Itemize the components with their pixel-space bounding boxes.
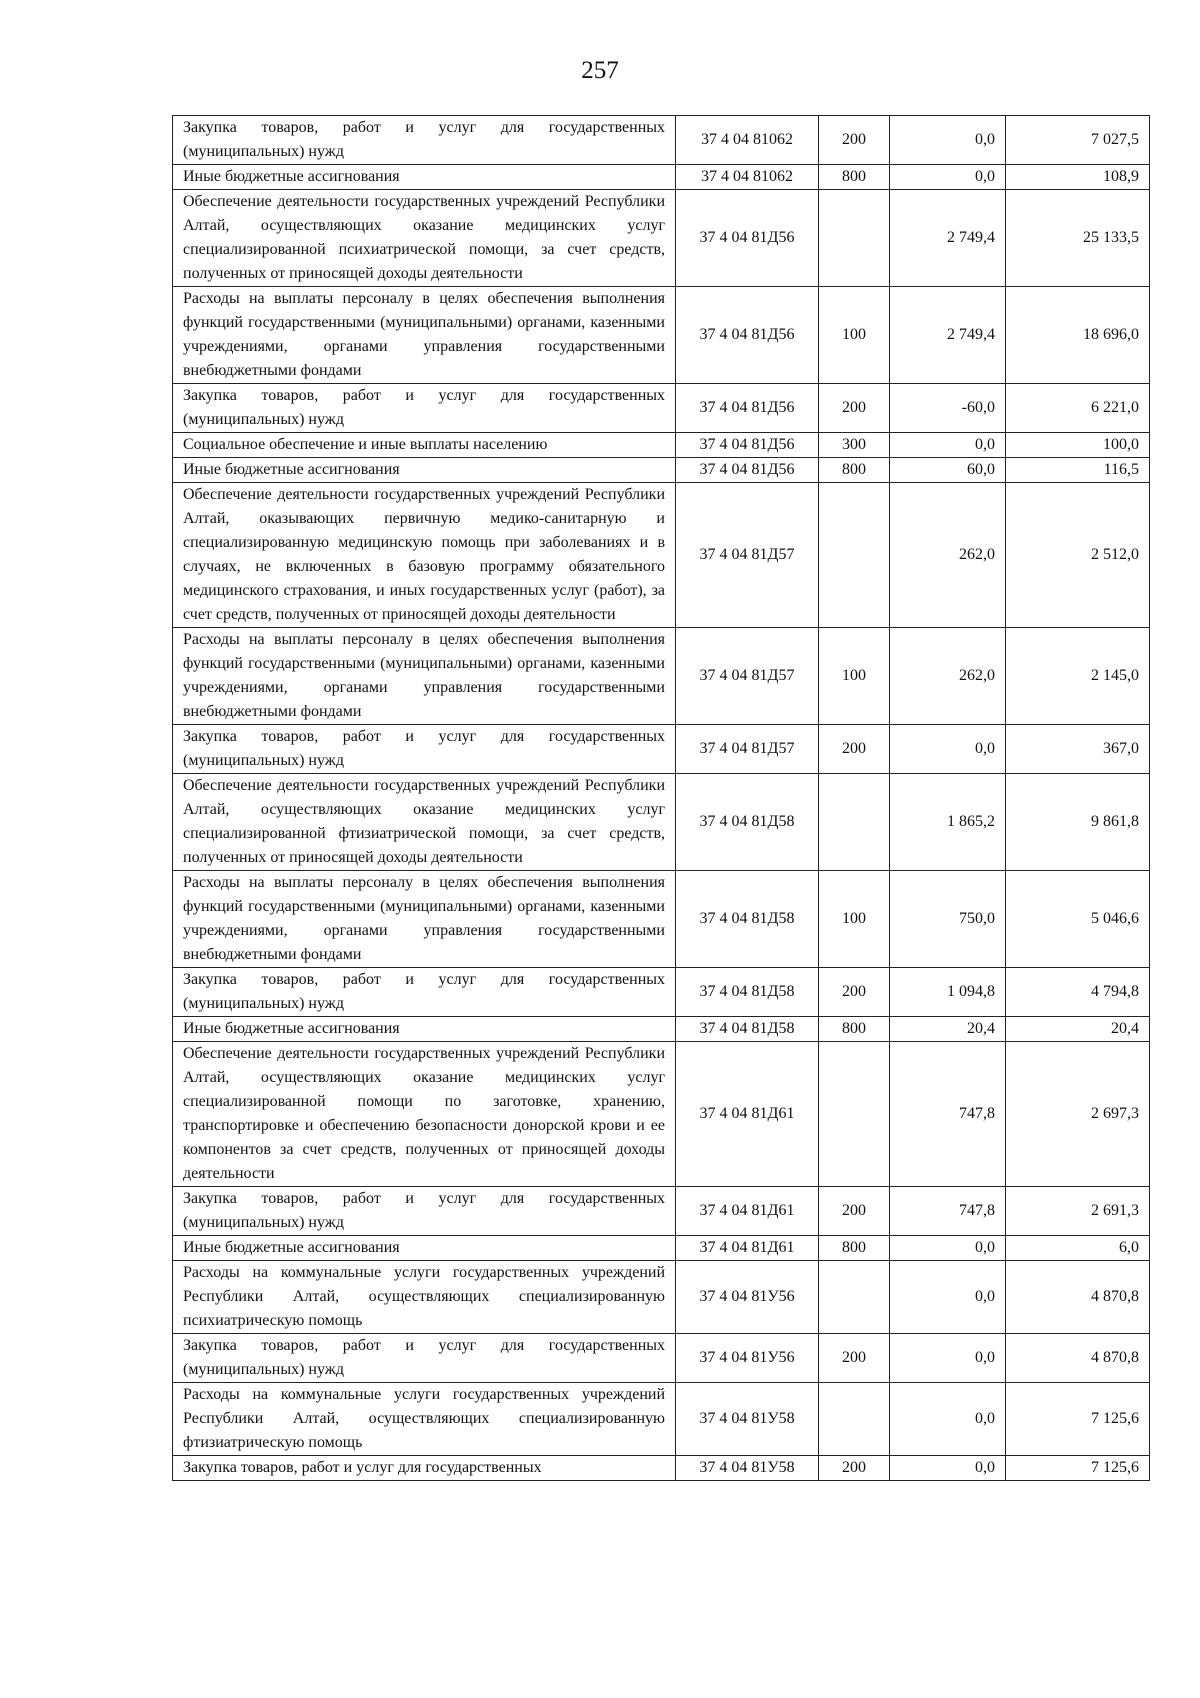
row-change-amount-cell: 0,0 (890, 1383, 1006, 1456)
row-expense-type-cell: 800 (819, 458, 890, 483)
row-change-amount-cell: 2 749,4 (890, 287, 1006, 384)
row-total-amount-cell: 2 697,3 (1006, 1042, 1150, 1187)
row-csr-code-cell: 37 4 04 81Д56 (676, 190, 819, 287)
table-row (173, 458, 1150, 483)
row-expense-type-cell: 200 (819, 1456, 890, 1481)
table-row (173, 1017, 1150, 1042)
table-row (173, 968, 1150, 1017)
row-expense-type-cell: 100 (819, 871, 890, 968)
row-csr-code-cell: 37 4 04 81062 (676, 116, 819, 165)
row-name-cell: Обеспечение деятельности государственных учреждений Республики Алтай, осуществляющих оказание медицинских услуг специализированной фтизиатрической помощи, за счет средств, полученных от приносящей доходы деятельности (173, 774, 676, 871)
row-total-amount-cell: 108,9 (1006, 165, 1150, 190)
row-csr-code-cell: 37 4 04 81Д58 (676, 774, 819, 871)
row-expense-type-cell (819, 1383, 890, 1456)
row-total-amount-cell: 9 861,8 (1006, 774, 1150, 871)
row-total-amount-cell: 5 046,6 (1006, 871, 1150, 968)
budget-table-body (173, 116, 1150, 1481)
row-expense-type-cell: 200 (819, 1334, 890, 1383)
row-expense-type-cell: 100 (819, 287, 890, 384)
row-csr-code-cell: 37 4 04 81У58 (676, 1456, 819, 1481)
row-expense-type-cell (819, 1261, 890, 1334)
row-csr-code-cell: 37 4 04 81Д56 (676, 287, 819, 384)
row-expense-type-cell (819, 1042, 890, 1187)
row-expense-type-cell: 200 (819, 1187, 890, 1236)
table-row (173, 774, 1150, 871)
row-name-cell: Расходы на выплаты персоналу в целях обеспечения выполнения функций государственными (муниципальными) органами, казенными учреждениями, органами управления государственными внебюджетными фондами (173, 628, 676, 725)
row-name-cell: Закупка товаров, работ и услуг для государственных (муниципальных) нужд (173, 968, 676, 1017)
table-row (173, 1456, 1150, 1481)
row-name-cell: Расходы на коммунальные услуги государственных учреждений Республики Алтай, осуществляющих специализированную фтизиатрическую помощь (173, 1383, 676, 1456)
row-csr-code-cell: 37 4 04 81Д58 (676, 968, 819, 1017)
row-total-amount-cell: 4 794,8 (1006, 968, 1150, 1017)
row-name-cell: Обеспечение деятельности государственных учреждений Республики Алтай, оказывающих первичную медико-санитарную и специализированную медицинскую помощь при заболеваниях и в случаях, не включенных в базовую программу обязательного медицинского страхования, и иных государственных услуг (работ), за счет средств, полученных от приносящей доходы деятельности (173, 483, 676, 628)
table-row (173, 1187, 1150, 1236)
row-change-amount-cell: -60,0 (890, 384, 1006, 433)
row-change-amount-cell: 1 094,8 (890, 968, 1006, 1017)
row-csr-code-cell: 37 4 04 81Д61 (676, 1236, 819, 1261)
row-total-amount-cell: 6 221,0 (1006, 384, 1150, 433)
row-expense-type-cell: 200 (819, 384, 890, 433)
row-total-amount-cell: 20,4 (1006, 1017, 1150, 1042)
row-expense-type-cell (819, 483, 890, 628)
row-expense-type-cell: 800 (819, 1236, 890, 1261)
row-total-amount-cell: 6,0 (1006, 1236, 1150, 1261)
row-csr-code-cell: 37 4 04 81Д58 (676, 1017, 819, 1042)
table-row (173, 287, 1150, 384)
table-row (173, 1334, 1150, 1383)
row-name-cell: Расходы на коммунальные услуги государственных учреждений Республики Алтай, осуществляющих специализированную психиатрическую помощь (173, 1261, 676, 1334)
row-csr-code-cell: 37 4 04 81Д57 (676, 628, 819, 725)
row-total-amount-cell: 2 145,0 (1006, 628, 1150, 725)
table-row (173, 1236, 1150, 1261)
row-csr-code-cell: 37 4 04 81У58 (676, 1383, 819, 1456)
row-change-amount-cell: 0,0 (890, 1334, 1006, 1383)
row-name-cell: Закупка товаров, работ и услуг для государственных (муниципальных) нужд (173, 725, 676, 774)
row-name-cell: Закупка товаров, работ и услуг для государственных (173, 1456, 676, 1481)
row-change-amount-cell: 0,0 (890, 725, 1006, 774)
row-name-cell: Иные бюджетные ассигнования (173, 1236, 676, 1261)
row-change-amount-cell: 0,0 (890, 1261, 1006, 1334)
row-change-amount-cell: 750,0 (890, 871, 1006, 968)
row-name-cell: Закупка товаров, работ и услуг для государственных (муниципальных) нужд (173, 1334, 676, 1383)
table-row (173, 1383, 1150, 1456)
table-row (173, 433, 1150, 458)
row-change-amount-cell: 2 749,4 (890, 190, 1006, 287)
row-total-amount-cell: 7 125,6 (1006, 1456, 1150, 1481)
row-total-amount-cell: 7 125,6 (1006, 1383, 1150, 1456)
table-row (173, 190, 1150, 287)
row-expense-type-cell: 800 (819, 1017, 890, 1042)
row-change-amount-cell: 747,8 (890, 1187, 1006, 1236)
row-csr-code-cell: 37 4 04 81У56 (676, 1334, 819, 1383)
row-total-amount-cell: 18 696,0 (1006, 287, 1150, 384)
row-total-amount-cell: 367,0 (1006, 725, 1150, 774)
row-name-cell: Расходы на выплаты персоналу в целях обеспечения выполнения функций государственными (муниципальными) органами, казенными учреждениями, органами управления государственными внебюджетными фондами (173, 871, 676, 968)
row-expense-type-cell: 300 (819, 433, 890, 458)
row-expense-type-cell: 200 (819, 968, 890, 1017)
row-total-amount-cell: 100,0 (1006, 433, 1150, 458)
row-total-amount-cell: 25 133,5 (1006, 190, 1150, 287)
row-name-cell: Иные бюджетные ассигнования (173, 165, 676, 190)
row-change-amount-cell: 0,0 (890, 1236, 1006, 1261)
table-row (173, 871, 1150, 968)
row-change-amount-cell: 262,0 (890, 628, 1006, 725)
row-change-amount-cell: 60,0 (890, 458, 1006, 483)
row-csr-code-cell: 37 4 04 81Д57 (676, 483, 819, 628)
row-total-amount-cell: 2 691,3 (1006, 1187, 1150, 1236)
row-change-amount-cell: 20,4 (890, 1017, 1006, 1042)
row-name-cell: Обеспечение деятельности государственных учреждений Республики Алтай, осуществляющих оказание медицинских услуг специализированной психиатрической помощи, за счет средств, полученных от приносящей доходы деятельности (173, 190, 676, 287)
row-expense-type-cell (819, 190, 890, 287)
row-name-cell: Закупка товаров, работ и услуг для государственных (муниципальных) нужд (173, 116, 676, 165)
row-name-cell: Обеспечение деятельности государственных учреждений Республики Алтай, осуществляющих оказание медицинских услуг специализированной помощи по заготовке, хранению, транспортировке и обеспечению безопасности донорской крови и ее компонентов за счет средств, полученных от приносящей доходы деятельности (173, 1042, 676, 1187)
table-row (173, 725, 1150, 774)
table-row (173, 1261, 1150, 1334)
row-name-cell: Закупка товаров, работ и услуг для государственных (муниципальных) нужд (173, 1187, 676, 1236)
page-number: 257 (581, 57, 619, 84)
row-csr-code-cell: 37 4 04 81Д61 (676, 1042, 819, 1187)
row-csr-code-cell: 37 4 04 81Д57 (676, 725, 819, 774)
row-total-amount-cell: 4 870,8 (1006, 1261, 1150, 1334)
row-name-cell: Социальное обеспечение и иные выплаты населению (173, 433, 676, 458)
row-expense-type-cell: 800 (819, 165, 890, 190)
row-change-amount-cell: 0,0 (890, 116, 1006, 165)
row-change-amount-cell: 0,0 (890, 165, 1006, 190)
row-name-cell: Иные бюджетные ассигнования (173, 458, 676, 483)
row-total-amount-cell: 2 512,0 (1006, 483, 1150, 628)
table-row (173, 384, 1150, 433)
row-expense-type-cell (819, 774, 890, 871)
table-row (173, 116, 1150, 165)
row-change-amount-cell: 747,8 (890, 1042, 1006, 1187)
row-total-amount-cell: 7 027,5 (1006, 116, 1150, 165)
row-csr-code-cell: 37 4 04 81062 (676, 165, 819, 190)
row-expense-type-cell: 200 (819, 725, 890, 774)
table-row (173, 1042, 1150, 1187)
table-row (173, 628, 1150, 725)
row-total-amount-cell: 4 870,8 (1006, 1334, 1150, 1383)
row-csr-code-cell: 37 4 04 81Д56 (676, 458, 819, 483)
row-expense-type-cell: 100 (819, 628, 890, 725)
row-csr-code-cell: 37 4 04 81Д58 (676, 871, 819, 968)
budget-table (172, 115, 1150, 1481)
row-csr-code-cell: 37 4 04 81Д56 (676, 433, 819, 458)
row-change-amount-cell: 0,0 (890, 433, 1006, 458)
table-row (173, 165, 1150, 190)
row-change-amount-cell: 1 865,2 (890, 774, 1006, 871)
row-total-amount-cell: 116,5 (1006, 458, 1150, 483)
row-csr-code-cell: 37 4 04 81Д56 (676, 384, 819, 433)
row-change-amount-cell: 0,0 (890, 1456, 1006, 1481)
row-csr-code-cell: 37 4 04 81Д61 (676, 1187, 819, 1236)
row-name-cell: Закупка товаров, работ и услуг для государственных (муниципальных) нужд (173, 384, 676, 433)
row-expense-type-cell: 200 (819, 116, 890, 165)
row-csr-code-cell: 37 4 04 81У56 (676, 1261, 819, 1334)
table-row (173, 483, 1150, 628)
row-name-cell: Иные бюджетные ассигнования (173, 1017, 676, 1042)
row-name-cell: Расходы на выплаты персоналу в целях обеспечения выполнения функций государственными (муниципальными) органами, казенными учреждениями, органами управления государственными внебюджетными фондами (173, 287, 676, 384)
row-change-amount-cell: 262,0 (890, 483, 1006, 628)
